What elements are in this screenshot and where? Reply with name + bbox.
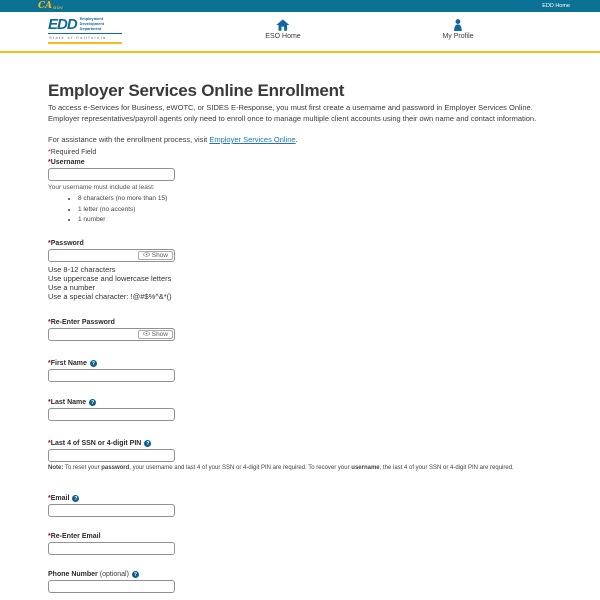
ssn-pin-note: Note: To reset your password, your username and last 4 of your SSN or 4-digit PIN are required. To recover your username, the last 4 of your SSN or 4-digit PIN are required.	[48, 465, 514, 471]
password-input[interactable]	[49, 250, 137, 261]
required-field-note: *Required Field	[48, 149, 97, 156]
help-icon[interactable]: ?	[91, 360, 95, 367]
reenter-password-show-button[interactable]: Show	[138, 330, 173, 339]
username-input[interactable]	[48, 168, 175, 181]
last-name-group	[48, 399, 555, 421]
intro-paragraph: To access e-Services for Business, eWOTC, or SIDES E-Response, you must first create a username and password in Employer Services Online. Employer representatives/payroll agents only need to enroll once to manage multiple client accounts using their own name and contact information.	[48, 103, 537, 123]
nav-my-profile-label: My Profile	[442, 33, 474, 40]
edd-logo-department-lines: Employment Development Department	[79, 16, 105, 31]
reenter-email-input[interactable]	[48, 542, 175, 555]
username-hint-title: Your username must include at least:	[48, 184, 155, 191]
email-label: *Email ?	[48, 495, 78, 502]
password-hint-item: Use uppercase and lowercase letters	[48, 274, 172, 283]
reenter-email-group	[48, 533, 555, 555]
username-hint-item: • 8 characters (no more than 15)	[78, 195, 555, 202]
phone-input[interactable]	[48, 580, 175, 593]
ssn-pin-label: *Last 4 of SSN or 4-digit PIN ?	[48, 440, 150, 447]
ca-gov-logo[interactable]	[38, 2, 63, 11]
edd-logo[interactable]	[48, 17, 122, 44]
eye-icon	[143, 331, 150, 338]
eye-icon	[143, 252, 150, 259]
password-hint-item: Use a special character: !@#$%^&*()	[48, 292, 172, 301]
reenter-password-group	[48, 319, 555, 341]
username-hint-item: • 1 letter (no accents)	[78, 206, 555, 213]
reenter-password-input[interactable]	[49, 329, 137, 340]
nav-eso-home-label: ESO Home	[265, 33, 301, 40]
last-name-input[interactable]	[48, 408, 175, 421]
reenter-email-label: *Re-Enter Email	[48, 533, 101, 540]
edd-logo-text: EDD	[48, 16, 77, 33]
utility-bar	[0, 0, 600, 12]
ca-gov-logo-ca: CA	[38, 0, 53, 11]
person-icon	[442, 18, 473, 31]
password-field	[48, 249, 175, 262]
first-name-input[interactable]	[48, 369, 175, 382]
password-show-button[interactable]: Show	[138, 251, 173, 260]
phone-label: Phone Number (optional) ?	[48, 571, 137, 578]
username-hints	[48, 195, 555, 223]
help-icon[interactable]: ?	[133, 571, 137, 578]
password-hint-item: Use a number	[48, 283, 96, 292]
username-hint-item: • 1 number	[78, 216, 555, 223]
last-name-label: *Last Name ?	[48, 399, 95, 406]
home-icon	[265, 18, 300, 31]
ssn-pin-group	[48, 440, 555, 471]
assistance-line: For assistance with the enrollment process, visit Employer Services Online.	[48, 135, 298, 144]
password-group	[48, 240, 555, 301]
help-icon[interactable]: ?	[91, 399, 95, 406]
edd-logo-state-line: State of California	[48, 33, 122, 44]
reenter-password-field	[48, 328, 175, 341]
employer-services-online-link[interactable]: Employer Services Online	[209, 135, 296, 144]
nav-eso-home[interactable]	[265, 18, 300, 40]
ssn-pin-input[interactable]	[48, 449, 175, 462]
password-label: *Password	[48, 240, 84, 247]
email-group	[48, 495, 555, 517]
email-input[interactable]	[48, 504, 175, 517]
password-hints	[48, 265, 555, 301]
phone-group	[48, 571, 555, 593]
main-header	[0, 12, 600, 53]
help-icon[interactable]: ?	[146, 440, 150, 447]
first-name-label: *First Name ?	[48, 360, 95, 367]
password-hint-item: Use 8-12 characters	[48, 265, 116, 274]
required-asterisk: *	[48, 149, 51, 156]
username-group	[48, 159, 555, 223]
help-icon[interactable]: ?	[74, 495, 78, 502]
edd-home-link[interactable]: EDD Home	[542, 3, 570, 9]
first-name-group	[48, 360, 555, 382]
content-area	[0, 53, 600, 593]
nav-my-profile[interactable]	[442, 18, 473, 40]
ca-gov-logo-gov: GOV	[53, 4, 63, 10]
username-label: *Username	[48, 159, 85, 166]
reenter-password-label: *Re-Enter Password	[48, 319, 115, 326]
page-title: Employer Services Online Enrollment	[48, 81, 345, 100]
